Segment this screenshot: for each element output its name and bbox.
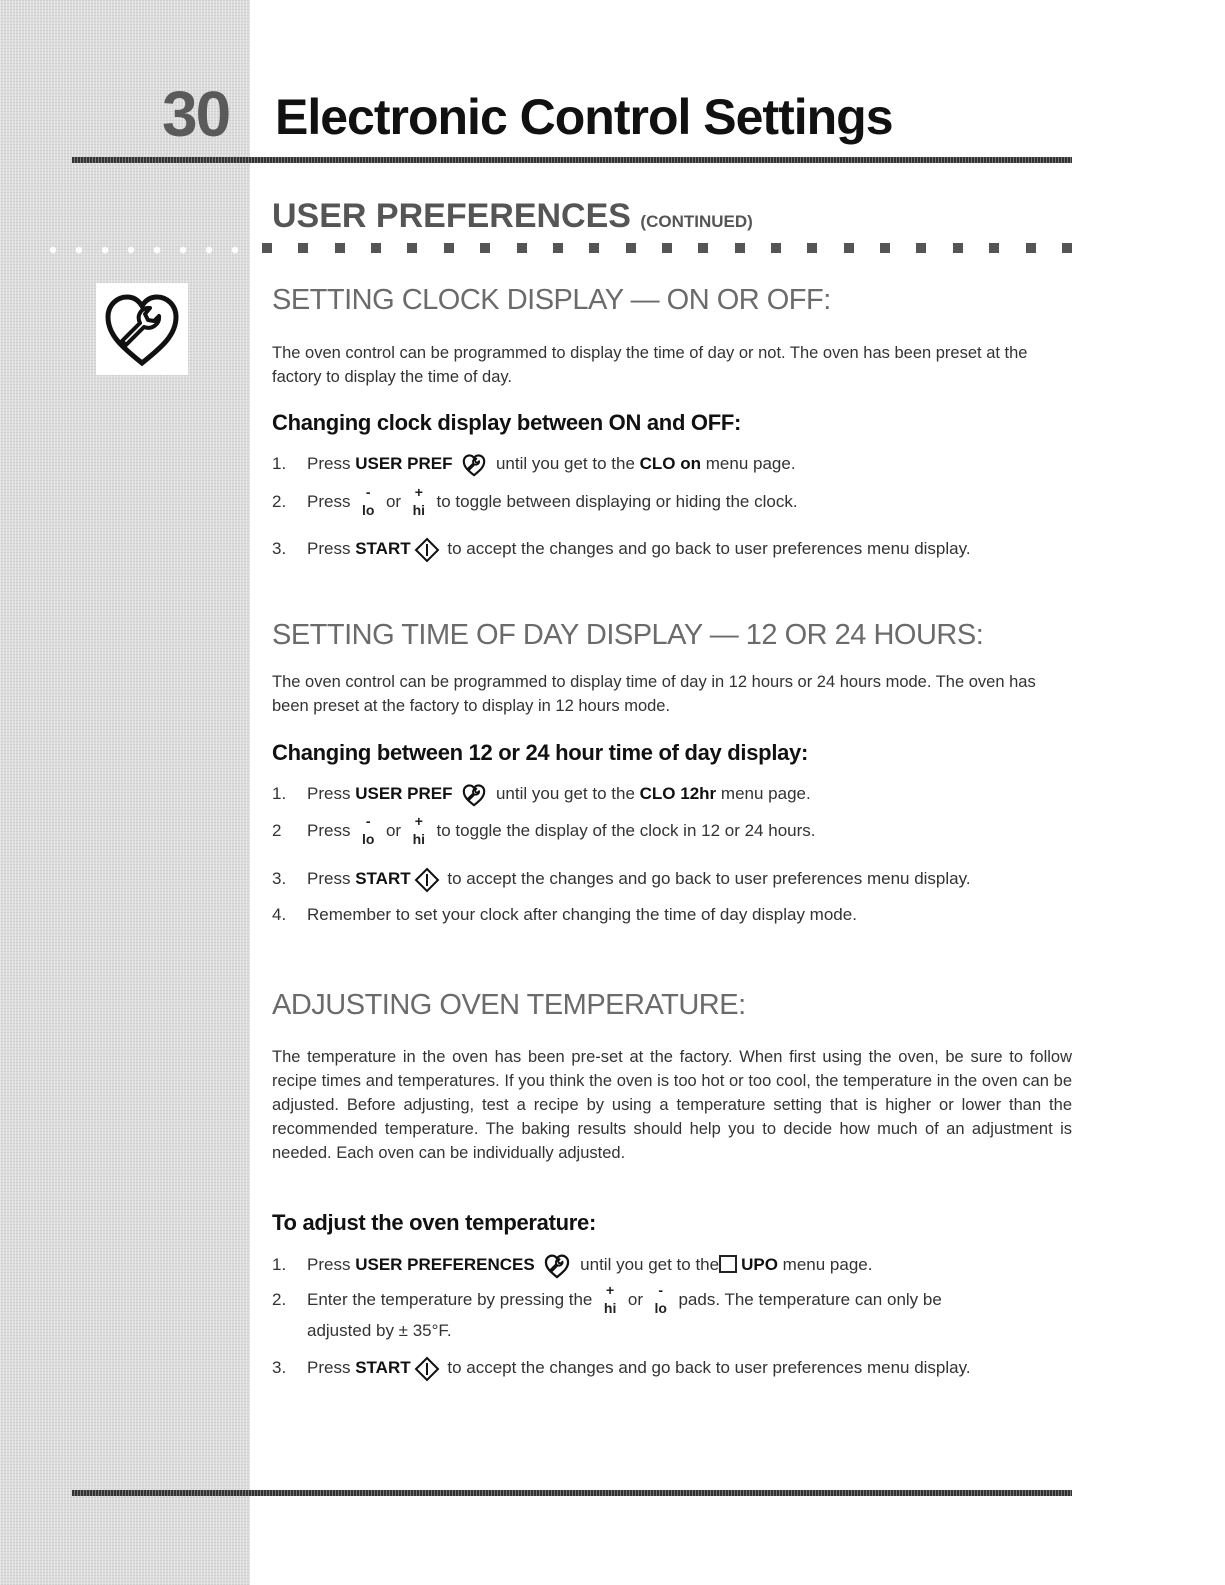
sidebar-dot-row <box>40 243 240 257</box>
lo-pad: - lo <box>361 484 375 518</box>
sidebar-texture <box>0 0 250 1585</box>
page-number: 30 <box>162 78 230 150</box>
clo-12hr-label: CLO 12hr <box>639 784 717 803</box>
start-key: START <box>355 869 411 888</box>
clock-display-heading: SETTING CLOCK DISPLAY — ON OR OFF: <box>272 284 831 316</box>
heart-wrench-icon <box>460 453 488 477</box>
lo-pad: - lo <box>654 1282 667 1316</box>
page-title: Electronic Control Settings <box>275 89 893 145</box>
user-pref-key: USER PREF <box>355 454 453 473</box>
heart-wrench-icon <box>460 783 488 807</box>
top-divider <box>72 157 1072 163</box>
square-outline-icon <box>719 1255 737 1273</box>
start-key: START <box>355 539 411 558</box>
time-step-2: 2 Press - lo or + hi to toggle the display of the clock in 12 or 24 hours. <box>272 813 816 847</box>
heart-wrench-icon <box>100 289 184 369</box>
upo-label: UPO <box>741 1255 778 1274</box>
time-display-intro: The oven control can be programmed to display time of day in 12 hours or 24 hours mode. The oven has been preset at the factory to display in 12 hours mode. <box>272 673 1036 715</box>
bottom-divider <box>72 1490 1072 1496</box>
time-display-heading: SETTING TIME OF DAY DISPLAY — 12 OR 24 HOURS: <box>272 619 984 651</box>
user-preferences-tile <box>96 283 188 375</box>
clock-step-2: 2. Press - lo or + hi to toggle between displaying or hiding the clock. <box>272 484 798 518</box>
clock-step-1: 1. Press USER PREF until you get to the CLO on menu page. <box>272 449 1082 479</box>
start-diamond-icon <box>414 1356 440 1382</box>
clo-on-label: CLO on <box>639 454 702 473</box>
user-preferences-key: USER PREFERENCES <box>355 1255 535 1274</box>
hi-pad: + hi <box>412 484 426 518</box>
user-pref-key: USER PREF <box>355 784 453 803</box>
clock-step-3: 3. Press START to accept the changes and go back to user preferences menu display. <box>272 534 1082 564</box>
hi-pad: + hi <box>412 813 426 847</box>
oven-temp-intro: The temperature in the oven has been pre-set at the factory. When first using the oven, be sure to follow recipe times and temperatures. If you think the oven is too hot or too cool, the temperature in the oven can be adjusted. Before adjusting, test a recipe by using a temperature setting that is higher or lower than the recommended temperature. The baking results should help you to decide how much of an adjustment is needed. Each oven can be individually adjusted. <box>272 1048 1072 1162</box>
section-subtitle: (CONTINUED) <box>640 212 753 231</box>
section-header <box>272 193 753 239</box>
start-diamond-icon <box>414 537 440 563</box>
lo-pad: - lo <box>361 813 375 847</box>
time-step-3: 3. Press START to accept the changes and go back to user preferences menu display. <box>272 864 1082 894</box>
time-step-4: 4. Remember to set your clock after changing the time of day display mode. <box>272 905 857 924</box>
heart-wrench-icon <box>542 1253 572 1279</box>
time-display-subheading: Changing between 12 or 24 hour time of day display: <box>272 740 809 765</box>
square-divider <box>262 242 1072 254</box>
hi-pad: + hi <box>603 1282 617 1316</box>
start-key: START <box>355 1358 411 1377</box>
clock-display-subheading: Changing clock display between ON and OFF: <box>272 410 742 435</box>
oven-step-2: 2. Enter the temperature by pressing the + hi or - lo pads. The temperature can only be <box>272 1282 942 1316</box>
oven-temp-heading: ADJUSTING OVEN TEMPERATURE: <box>272 989 746 1021</box>
time-step-1: 1. Press USER PREF until you get to the CLO 12hr menu page. <box>272 779 1082 809</box>
clock-display-intro: The oven control can be programmed to display the time of day or not. The oven has been preset at the factory to display the time of day. <box>272 344 1028 386</box>
oven-temp-subheading: To adjust the oven temperature: <box>272 1210 597 1235</box>
oven-step-3: 3. Press START to accept the changes and go back to user preferences menu display. <box>272 1353 1082 1383</box>
start-diamond-icon <box>414 867 440 893</box>
section-title: USER PREFERENCES <box>272 197 631 235</box>
oven-step-1: 1. Press USER PREFERENCES until you get to the UPO menu page. <box>272 1250 1082 1280</box>
oven-step-2-continued: adjusted by ± 35°F. <box>307 1321 452 1340</box>
